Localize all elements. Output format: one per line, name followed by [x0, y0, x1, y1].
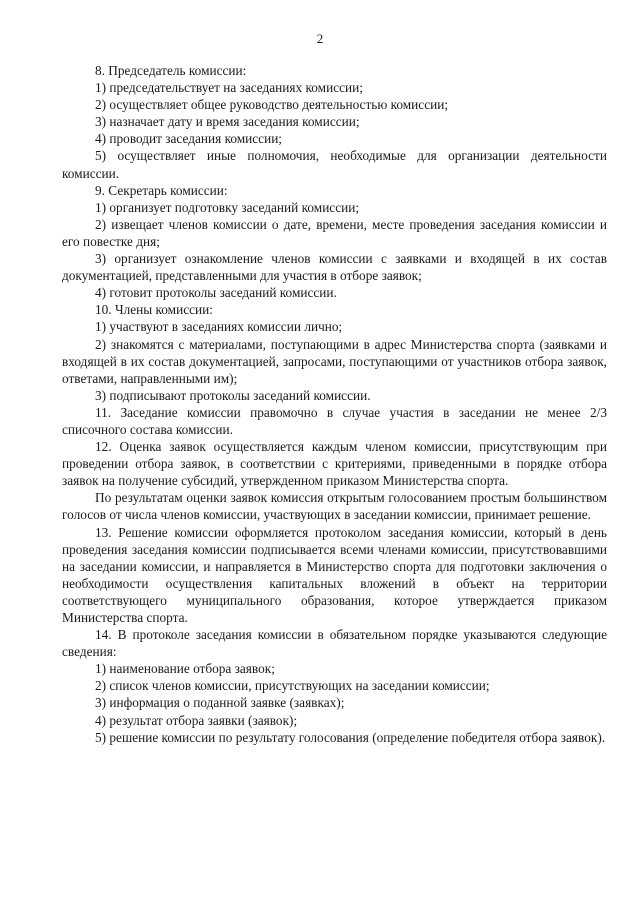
- page-number: 2: [316, 31, 324, 46]
- section-11: 11. Заседание комиссии правомочно в случае участия в заседании не менее 2/3 списочного состава комиссии.: [62, 404, 607, 437]
- section-8-item-1: 1) председательствует на заседаниях комиссии;: [95, 80, 363, 96]
- section-10-heading: 10. Члены комиссии:: [95, 302, 213, 318]
- section-9-item-2: 2) извещает членов комиссии о дате, времени, месте проведения заседания комиссии и его повестке дня;: [62, 216, 607, 249]
- section-14-item-1: 1) наименование отбора заявок;: [95, 661, 275, 677]
- section-8-item-4: 4) проводит заседания комиссии;: [95, 131, 283, 147]
- section-13: 13. Решение комиссии оформляется протоколом заседания комиссии, который в день проведения заседания комиссии подписывается всеми членами комиссии, присутствовавшими на заседании комиссии, и направляется в Министерство спорта для подготовки заключения о необходимости осуществления капитальных вложений в объект на территории соответствующего муниципального образования, которое утверждается приказом Министерства спорта.: [62, 524, 607, 625]
- section-10-item-2: 2) знакомятся с материалами, поступающими в адрес Министерства спорта (заявками и входящей в их состав документацией, запросами, поступающими от участников отбора заявок, ответами, направленными им);: [62, 336, 607, 386]
- section-12: 12. Оценка заявок осуществляется каждым членом комиссии, присутствующим при проведении отбора заявок, в соответствии с критериями, приведенными в порядке отбора заявок на получение субсидий, утвержденном приказом Министерства спорта.: [62, 439, 607, 489]
- section-14-item-4: 4) результат отбора заявки (заявок);: [95, 712, 298, 728]
- section-14-item-3: 3) информация о поданной заявке (заявках);: [95, 695, 345, 711]
- section-8-item-3: 3) назначает дату и время заседания комиссии;: [95, 114, 360, 130]
- section-9-item-1: 1) организует подготовку заседаний комиссии;: [95, 199, 360, 215]
- section-14-item-2: 2) список членов комиссии, присутствующих на заседании комиссии;: [95, 678, 490, 694]
- section-12-decision: По результатам оценки заявок комиссия открытым голосованием простым большинством голосов от числа членов комиссии, участвующих в заседании комиссии, принимает решение.: [62, 490, 607, 523]
- section-9-item-4: 4) готовит протоколы заседаний комиссии.: [95, 285, 337, 301]
- section-8-heading: 8. Председатель комиссии:: [95, 63, 247, 78]
- section-14-item-5: 5) решение комиссии по результату голосования (определение победителя отбора заявок).: [95, 729, 606, 745]
- section-10-item-1: 1) участвуют в заседаниях комиссии лично;: [95, 319, 343, 335]
- section-9-item-3: 3) организует ознакомление членов комиссии с заявками и входящей в их состав документацией, представленными для участия в отборе заявок;: [62, 251, 607, 284]
- section-10-item-3: 3) подписывают протоколы заседаний комиссии.: [95, 387, 371, 403]
- section-8-item-2: 2) осуществляет общее руководство деятельностью комиссии;: [95, 97, 449, 113]
- section-9-heading: 9. Секретарь комиссии:: [95, 182, 228, 198]
- section-14-heading: 14. В протоколе заседания комиссии в обязательном порядке указываются следующие сведения:: [62, 627, 607, 660]
- section-8-item-5: 5) осуществляет иные полномочия, необходимые для организации деятельности комиссии.: [62, 148, 607, 181]
- document-body: [62, 62, 607, 746]
